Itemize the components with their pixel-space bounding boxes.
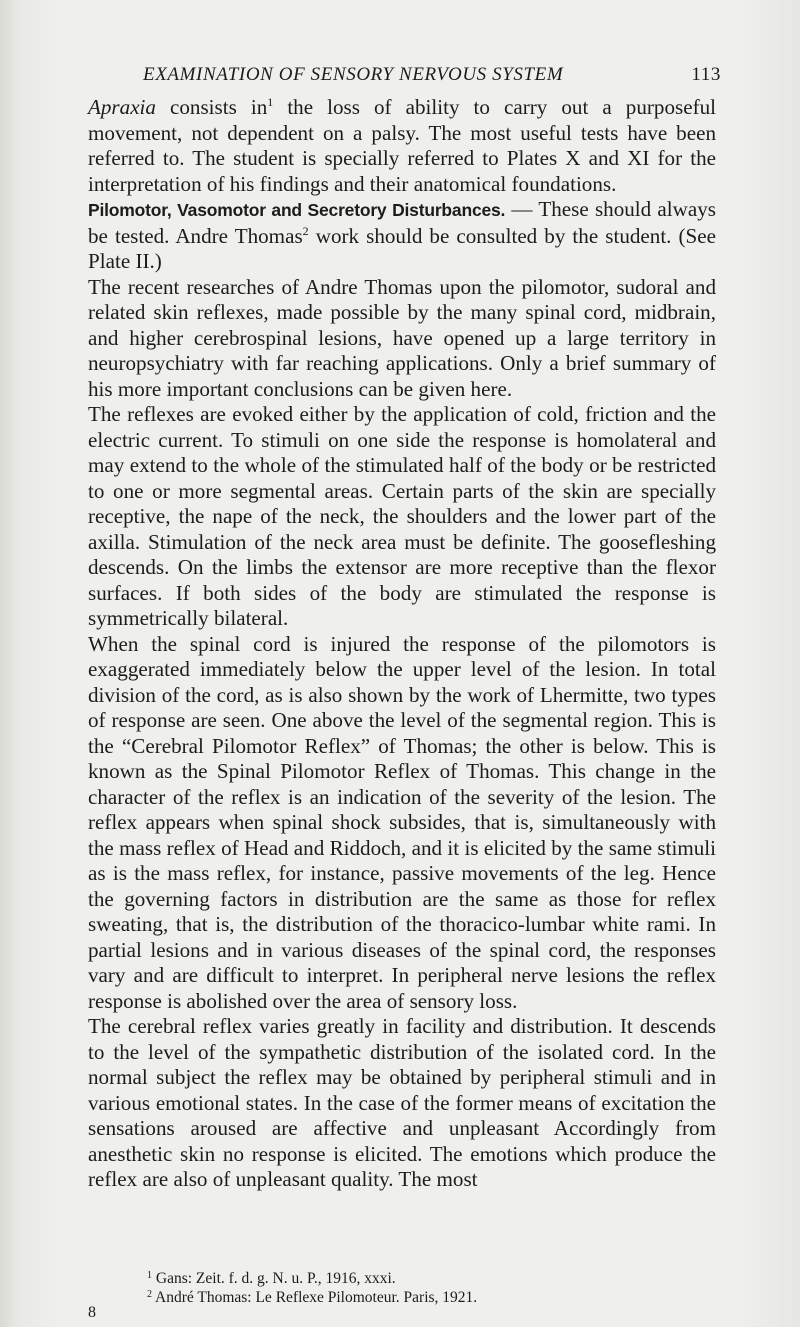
paragraph-apraxia xyxy=(88,95,716,197)
paragraph-reflexes: The reflexes are evoked either by the application of cold, friction and the electric current. To stimuli on one side the response is homolateral and may extend to the whole of the stimulated half of the body or be restricted to one or more segmental areas. Certain parts of the skin are specially receptive, the nape of the neck, the shoulders and the lower part of the axilla. Stimulation of the neck area must be definite. The goosefleshing descends. On the limbs the extensor are more receptive than the flexor surfaces. If both sides of the body are stimulated the response is symmetrically bilateral. xyxy=(88,402,716,630)
footnote-text: André Thomas: Le Reflexe Pilomoteur. Paris, 1921. xyxy=(152,1289,478,1306)
body-text xyxy=(88,95,716,1193)
paragraph-text: consists in xyxy=(155,95,268,119)
footnote-ref[interactable]: 2 xyxy=(302,223,309,238)
term-apraxia: Apraxia xyxy=(88,95,156,119)
page-number: 113 xyxy=(691,64,721,85)
footnote-text: Gans: Zeit. f. d. g. N. u. P., 1916, xxxi. xyxy=(152,1270,396,1287)
footnote-1 xyxy=(147,1269,747,1288)
paragraph-cerebral-reflex: The cerebral reflex varies greatly in facility and distribution. It descends to the level of the sympathetic distribution of the isolated cord. In the normal subject the reflex may be obtained by peripheral stimuli and in various emotional states. In the case of the former means of excitation the sensations aroused are affective and unpleasant Accordingly from anesthetic skin no response is elicited. The emotions which produce the reflex are also of unpleasant quality. The most xyxy=(88,1014,716,1191)
footnote-mark: 1 xyxy=(147,1270,152,1281)
paragraph-pilomotor xyxy=(88,197,716,275)
paragraph-text: — These should always be tested. Andre Thomas xyxy=(88,197,716,248)
running-head xyxy=(143,64,721,86)
footnotes xyxy=(147,1269,747,1307)
paragraph-text: work should be consulted by the student. (See Plate II.) xyxy=(88,223,716,273)
footnote-2 xyxy=(147,1288,747,1307)
footnote-mark: 2 xyxy=(147,1289,152,1300)
signature-mark: 8 xyxy=(88,1304,96,1321)
section-heading: Pilomotor, Vasomotor and Secretory Disturbances. xyxy=(88,200,506,220)
footnote-ref[interactable]: 1 xyxy=(267,95,274,109)
paragraph-text: the loss of ability to carry out a purposeful movement, not dependent on a palsy. The most useful tests have been referred to. The student is specially referred to Plates X and XI for the interpretation of his findings and their anatomical foundations. xyxy=(88,95,716,196)
running-head-title: EXAMINATION OF SENSORY NERVOUS SYSTEM xyxy=(143,64,564,85)
paragraph-researches: The recent researches of Andre Thomas upon the pilomotor, sudoral and related skin reflexes, made possible by the many spinal cord, midbrain, and higher cerebrospinal lesions, have opened up a large territory in neuropsychiatry with far reaching applications. Only a brief summary of his more important conclusions can be given here. xyxy=(88,274,716,401)
paragraph-spinal-cord: When the spinal cord is injured the response of the pilomotors is exaggerated immediately below the upper level of the lesion. In total division of the cord, as is also shown by the work of Lhermitte, two types of response are seen. One above the level of the segmental region. This is the “Cerebral Pilomotor Reflex” of Thomas; the other is below. This is known as the Spinal Pilomotor Reflex of Thomas. This change in the character of the reflex is an indication of the severity of the lesion. The reflex appears when spinal shock subsides, that is, simultaneously with the mass reflex of Head and Riddoch, and it is elicited by the same stimuli as is the mass reflex, for instance, passive movements of the leg. Hence the governing factors in distribution are the same as those for reflex sweating, that is, the distribution of the thoracico-lumbar white rami. In partial lesions and in various diseases of the spinal cord, the responses vary and are difficult to interpret. In peripheral nerve lesions the reflex response is abolished over the area of sensory loss. xyxy=(88,631,716,1013)
